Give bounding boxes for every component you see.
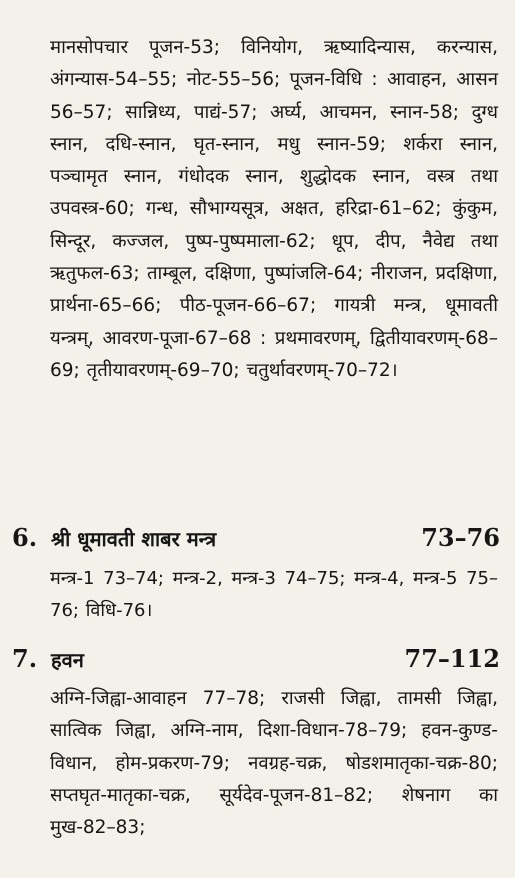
section-5-contents: मानसोपचार पूजन-53; विनियोग, ऋष्यादिन्यास, करन्यास, अंगन्यास-54–55; नोट-55–56; पूजन-विधि : आवाहन, आसन 56–57; सान्निध्य, पाद्यं-57; अर्घ्य, आचमन, स्नान-58; दुग्ध स्नान, दधि-स्नान, घृत-स्नान, मधु स्नान-59; शर्करा स्नान, पञ्चामृत स्नान, गंधोदक स्नान, शुद्धोदक स्नान, वस्त्र तथा उपवस्त्र-60; गन्ध, सौभाग्यसूत्र, अक्षत, हरिद्रा-61–62; कुंकुम, सिन्दूर, कज्जल, पुष्प-पुष्पमाला-62; धूप, दीप, नैवेद्य तथा ऋतुफल-63; ताम्बूल, दक्षिणा, पुष्पांजलि-64; नीराजन, प्रदक्षिणा, प्रार्थना-65–66; पीठ-पूजन-66–67; गायत्री मन्त्र, धूमावती यन्त्रम्, आवरण-पूजा-67–68 : प्रथमावरणम्, द्वितीयावरणम्-68–69; तृतीयावरणम्-69–70; चतुर्थावरणम्-70–72। (50, 37, 498, 381)
section-6-number: 6. (12, 523, 38, 552)
section-6-heading (12, 520, 500, 556)
section-7-title: हवन (50, 648, 84, 672)
section-6-title: श्री धूमावती शाबर मन्त्र (50, 527, 217, 551)
section-6-page-range: 73–76 (421, 523, 500, 552)
section-7-page-range: 77–112 (404, 644, 500, 673)
section-6-contents: मन्त्र-1 73–74; मन्त्र-2, मन्त्र-3 74–75; मन्त्र-4, मन्त्र-5 75–76; विधि-76। (50, 568, 498, 622)
section-7-heading (12, 641, 500, 677)
section-7-number: 7. (12, 644, 38, 673)
section-7-contents: अग्नि-जिह्वा-आवाहन 77–78; राजसी जिह्वा, तामसी जिह्वा, सात्विक जिह्वा, अग्नि-नाम, दिशा-विधान-78–79; हवन-कुण्ड-विधान, होम-प्रकरण-79; नवग्रह-चक्र, षोडशमातृका-चक्र-80; सप्तघृत-मातृका-चक्र, सूर्यदेव-पूजन-81–82; शेषनाग का मुख-82–83; (50, 688, 498, 839)
